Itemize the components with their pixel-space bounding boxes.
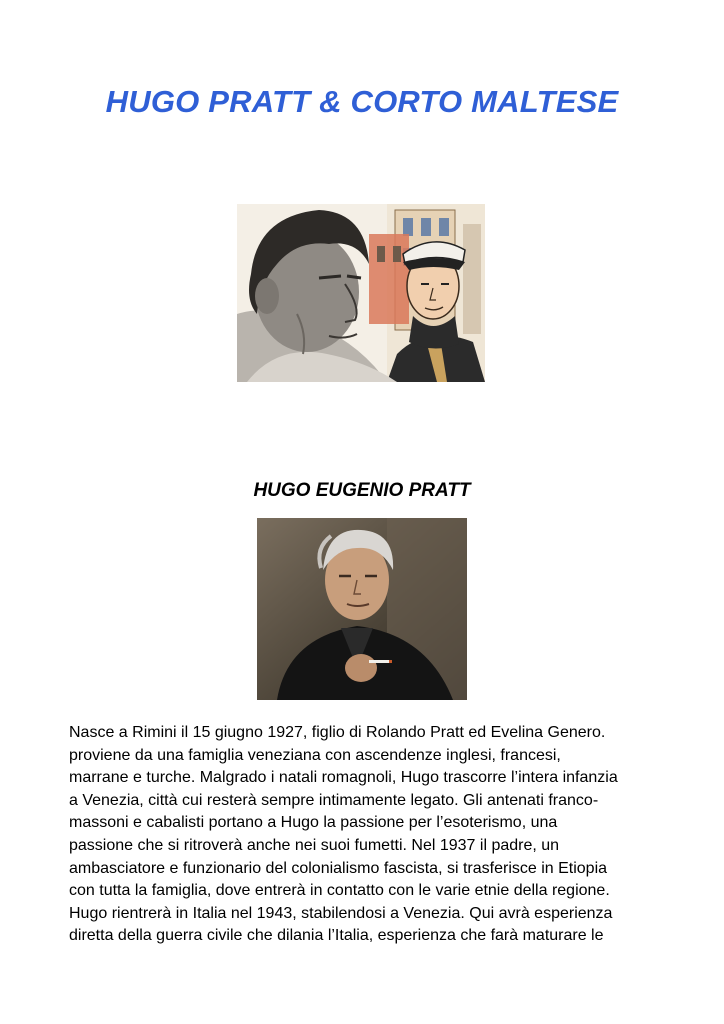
paragraph-line: Hugo rientrerà in Italia nel 1943, stabilendosi a Venezia. Qui avrà esperienza <box>69 904 613 922</box>
paragraph-line: con tutta la famiglia, dove entrerà in contatto con le varie etnie della regione. <box>69 882 610 900</box>
section-heading: HUGO EUGENIO PRATT <box>253 480 471 501</box>
paragraph-line: passione che si ritroverà anche nei suoi fumetti. Nel 1937 il padre, un <box>69 836 560 854</box>
paragraph-line: Nasce a Rimini il 15 giugno 1927, figlio di Rolando Pratt ed Evelina Genero. <box>69 724 606 741</box>
paragraph-line: proviene da una famiglia veneziana con ascendenze inglesi, francesi, <box>69 746 561 764</box>
paragraph-line: marrane e turche. Malgrado i natali romagnoli, Hugo trascorre l’intera infanzia <box>69 769 618 787</box>
paragraph-line: massoni e cabalisti portano a Hugo la passione per l’esoterismo, una <box>69 814 558 832</box>
hugo-pratt-photo <box>257 518 467 700</box>
page-title: HUGO PRATT & CORTO MALTESE <box>105 84 619 119</box>
paragraph-line: a Venezia, città cui resterà sempre intimamente legato. Gli antenati franco- <box>69 791 599 809</box>
pratt-and-corto-collage-image <box>237 204 485 382</box>
paragraph-line: ambasciatore e funzionario del colonialismo fascista, si trasferisce in Etiopia <box>69 859 608 877</box>
biography-paragraph <box>69 722 669 948</box>
paragraph-line: diretta della guerra civile che dilania l’Italia, esperienza che farà maturare le <box>69 927 604 945</box>
